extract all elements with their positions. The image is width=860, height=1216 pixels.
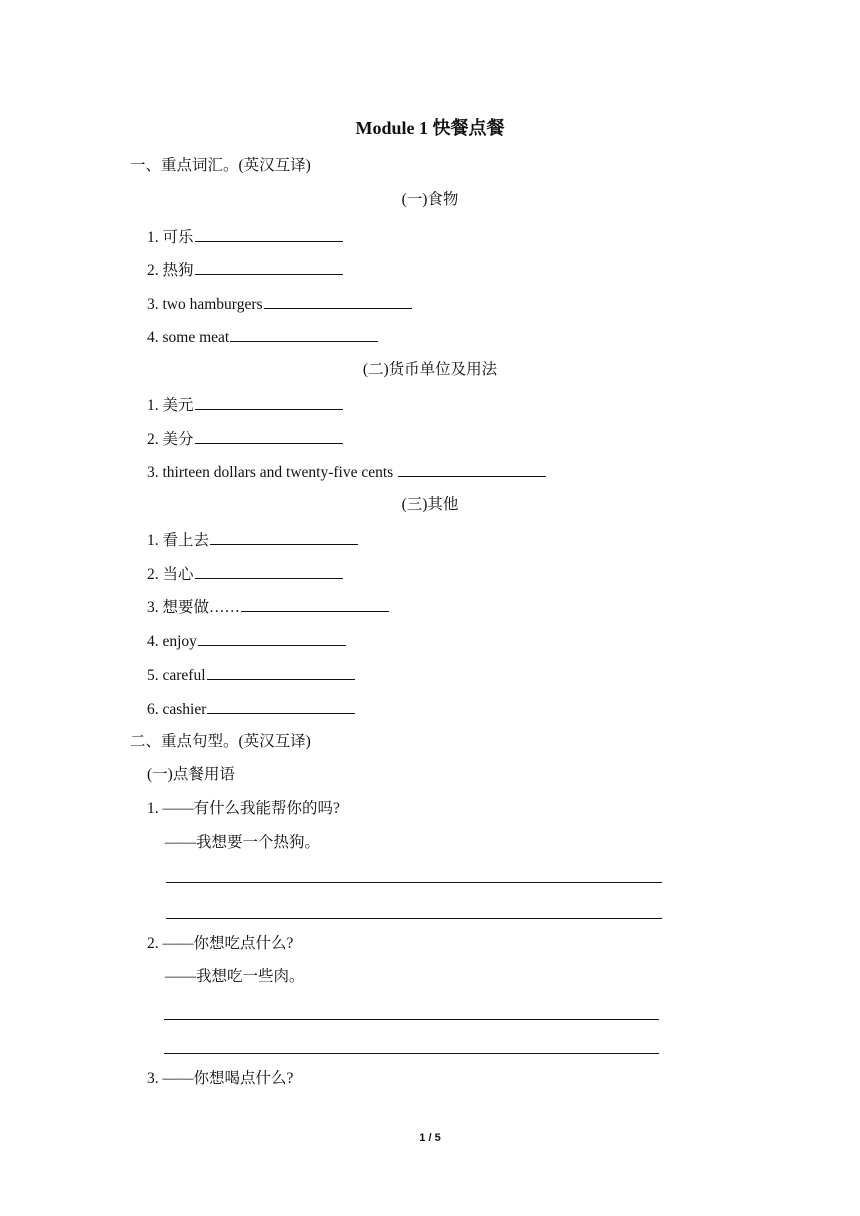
answer-blank[interactable] [210,529,358,545]
dialog-answer: ——我想要一个热狗。 [165,834,321,851]
vocab-item: 3. two hamburgers [147,293,412,315]
answer-blank[interactable] [195,394,343,410]
answer-blank[interactable] [230,326,378,342]
group-3-heading: (三)其他 [401,496,459,513]
vocab-item: 3. 想要做…… [147,596,389,618]
answer-blank[interactable] [198,630,346,646]
vocab-item: 2. 美分 [147,428,343,450]
group-1-heading: (一)食物 [401,191,459,208]
answer-blank[interactable] [195,563,343,579]
vocab-item: 5. careful [147,664,355,686]
vocab-item: 6. cashier [147,698,355,720]
answer-blank[interactable] [207,698,355,714]
vocab-item: 4. some meat [147,326,378,348]
vocab-item: 1. 美元 [147,394,343,416]
section-1-heading: 一、重点词汇。(英汉互译) [130,157,311,174]
document-title: Module 1 快餐点餐 [355,118,505,138]
answer-blank[interactable] [195,259,343,275]
page-number: 1 / 5 [419,1132,441,1144]
vocab-item: 3. thirteen dollars and twenty-five cents [147,461,546,483]
answer-blank[interactable] [207,664,355,680]
answer-line[interactable] [164,1053,659,1054]
section-2-heading: 二、重点句型。(英汉互译) [130,733,311,750]
vocab-item: 1. 看上去 [147,529,358,551]
answer-line[interactable] [166,882,662,883]
answer-line[interactable] [166,918,662,919]
answer-blank[interactable] [195,428,343,444]
dialog-answer: ——我想吃一些肉。 [165,968,305,985]
answer-line[interactable] [164,1019,659,1020]
answer-blank[interactable] [195,226,343,242]
vocab-item: 4. enjoy [147,630,346,652]
answer-blank[interactable] [398,461,546,477]
vocab-item: 2. 热狗 [147,259,343,281]
section-2-sub-heading: (一)点餐用语 [147,766,235,783]
dialog-question: 2. ——你想吃点什么? [147,935,294,952]
dialog-question: 1. ——有什么我能帮你的吗? [147,800,340,817]
answer-blank[interactable] [264,293,412,309]
group-2-heading: (二)货币单位及用法 [362,361,498,378]
answer-blank[interactable] [241,596,389,612]
vocab-item: 1. 可乐 [147,226,343,248]
dialog-question: 3. ——你想喝点什么? [147,1070,294,1087]
vocab-item: 2. 当心 [147,563,343,585]
